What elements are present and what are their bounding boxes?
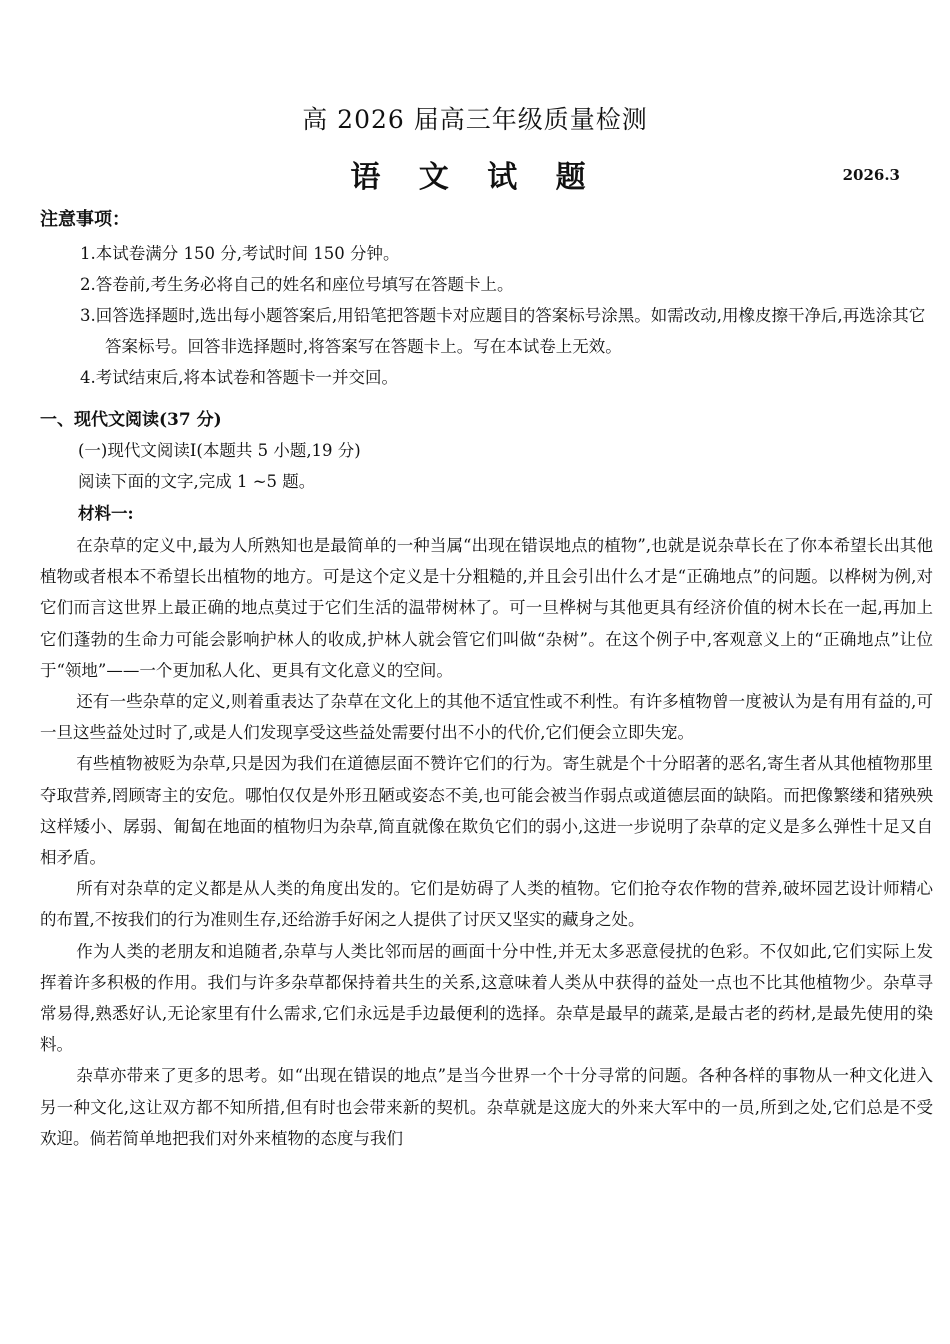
- notice-item: 1.本试卷满分 150 分,考试时间 150 分钟。: [80, 244, 400, 263]
- notice-heading: 注意事项：: [40, 209, 130, 230]
- paragraph: 还有一些杂草的定义,则着重表达了杂草在文化上的其他不适宜性或不利性。有许多植物曾一度被认为是有用有益的,可一旦这些益处过时了,或是人们发现享受这些益处需要付出不小的代价,它们便会立即失宠。: [40, 692, 933, 743]
- paragraph: 有些植物被贬为杂草,只是因为我们在道德层面不赞许它们的行为。寄生就是个十分昭著的恶名,寄生者从其他植物那里夺取营养,罔顾寄主的安危。哪怕仅仅是外形丑陋或姿态不美,也可能会被当作弱点或道德层面的缺陷。而把像繁缕和猪殃殃这样矮小、孱弱、匍匐在地面的植物归为杂草,简直就像在欺负它们的弱小,这进一步说明了杂草的定义是多么弹性十足又自相矛盾。: [40, 754, 933, 868]
- exam-title: 高 2026 届高三年级质量检测: [302, 105, 648, 134]
- paragraph: 作为人类的老朋友和追随者,杂草与人类比邻而居的画面十分中性,并无太多恶意侵扰的色彩。不仅如此,它们实际上发挥着许多积极的作用。我们与许多杂草都保持着共生的关系,这意味着人类从中获得的益处一点也不比其他植物少。杂草寻常易得,熟悉好认,无论家里有什么需求,它们永远是手边最便利的选择。杂草是最早的蔬菜,是最古老的药材,是最先使用的染料。: [40, 941, 933, 1055]
- notice-item: 4.考试结束后,将本试卷和答题卡一并交回。: [80, 368, 398, 387]
- subject-row: [0, 152, 950, 196]
- paragraph: 所有对杂草的定义都是从人类的角度出发的。它们是妨碍了人类的植物。它们抢夺农作物的营养,破坏园艺设计师精心的布置,不按我们的行为准则生存,还给游手好闲之人提供了讨厌又坚实的藏身之处。: [40, 879, 933, 930]
- exam-date: 2026.3: [842, 166, 900, 184]
- subject-title: 语 文 试 题: [350, 160, 600, 195]
- section-heading: 一、现代文阅读(37 分): [40, 410, 222, 430]
- notice-item: 3.回答选择题时,选出每小题答案后,用铅笔把答题卡对应题目的答案标号涂黑。如需改动,用橡皮擦干净后,再选涂其它答案标号。回答非选择题时,将答案写在答题卡上。写在本试卷上无效。: [80, 306, 926, 356]
- material-label: 材料一:: [78, 504, 134, 523]
- reading-instruction: 阅读下面的文字,完成 1 ~5 题。: [78, 472, 316, 491]
- notice-item: 2.答卷前,考生务必将自己的姓名和座位号填写在答题卡上。: [80, 275, 514, 294]
- material-body: [40, 530, 933, 1154]
- paragraph: 杂草亦带来了更多的思考。如“出现在错误的地点”是当今世界一个十分寻常的问题。各种各样的事物从一种文化进入另一种文化,这让双方都不知所措,但有时也会带来新的契机。杂草就是这庞大的外来大军中的一员,所到之处,它们总是不受欢迎。倘若简单地把我们对外来植物的态度与我们: [40, 1066, 933, 1148]
- notice-list: [80, 238, 935, 393]
- paragraph: 在杂草的定义中,最为人所熟知也是最简单的一种当属“出现在错误地点的植物”,也就是说杂草长在了你本希望长出其他植物或者根本不希望长出植物的地方。可是这个定义是十分粗糙的,并且会引出什么才是“正确地点”的问题。以桦树为例,对它们而言这世界上最正确的地点莫过于它们生活的温带树林了。可一旦桦树与其他更具有经济价值的树木长在一起,再加上它们蓬勃的生命力可能会影响护林人的收成,护林人就会管它们叫做“杂树”。在这个例子中,客观意义上的“正确地点”让位于“领地”——一个更加私人化、更具有文化意义的空间。: [40, 536, 933, 680]
- sub-section-heading: (一)现代文阅读Ⅰ(本题共 5 小题,19 分): [78, 441, 361, 460]
